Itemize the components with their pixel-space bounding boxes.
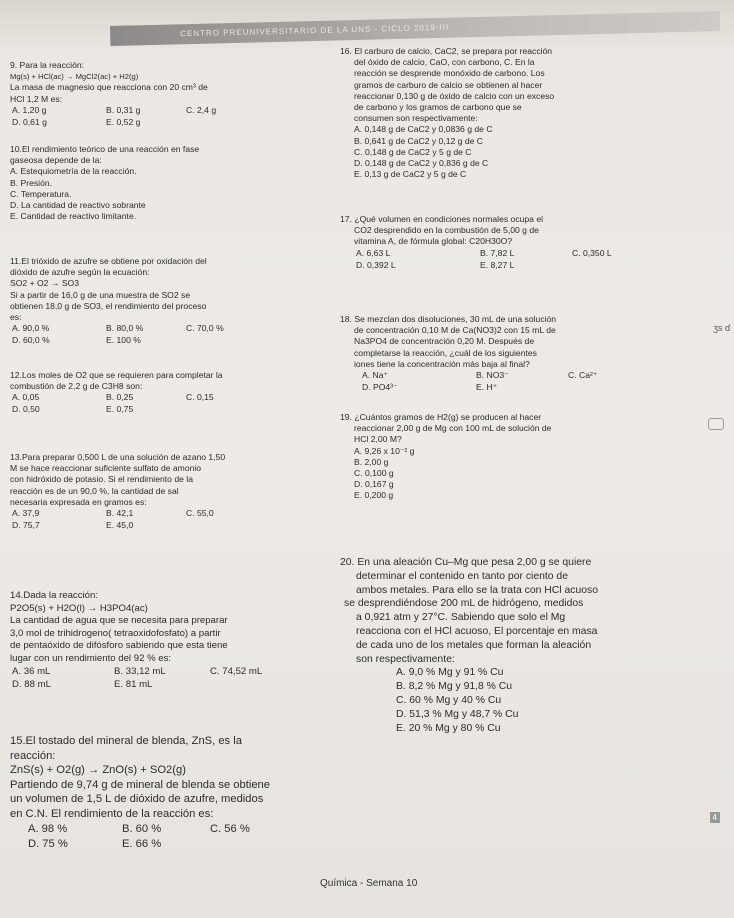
q15-option-b: B. 60 % bbox=[122, 822, 162, 835]
question-16 bbox=[340, 46, 640, 180]
q9-option-b: B. 0,31 g bbox=[106, 104, 141, 115]
q11-text: es: bbox=[10, 312, 22, 323]
q12-option-b: B. 0,25 bbox=[106, 392, 134, 403]
q18-option-e: E. H⁺ bbox=[476, 382, 498, 393]
q14-option-b: B. 33,12 mL bbox=[114, 665, 166, 677]
page-footer: Química - Semana 10 bbox=[320, 878, 418, 889]
q16-text: reaccionar 0,130 g de óxido de calcio con un exceso bbox=[354, 90, 555, 101]
q18-text: Na3PO4 de concentración 0,20 M. Después de bbox=[354, 336, 535, 347]
q19-option-d: D. 0,167 g bbox=[354, 479, 394, 490]
q19-option-b: B. 2,00 g bbox=[354, 456, 389, 467]
q20-text: son respectivamente: bbox=[356, 653, 455, 665]
q9-option-a: A. 1,20 g bbox=[12, 104, 47, 115]
q18-option-b: B. NO3⁻ bbox=[476, 370, 509, 381]
question-13 bbox=[10, 452, 330, 532]
question-18 bbox=[340, 314, 650, 394]
q11-text: obtienen 18,0 g de SO3, el rendimiento del proceso bbox=[10, 300, 207, 311]
q15-option-d: D. 75 % bbox=[28, 837, 68, 850]
q17-text: vitamina A, de fórmula global: C20H30O? bbox=[354, 236, 513, 247]
q18-text: iones tiene la concentración más baja al final? bbox=[354, 358, 530, 369]
q20-option-b: B. 8,2 % Mg y 91,8 % Cu bbox=[396, 681, 513, 693]
q16-text: reacción se desprende monóxido de carbono. Los bbox=[354, 68, 545, 79]
q11-text: Si a partir de 16,0 g de una muestra de SO2 se bbox=[10, 289, 191, 300]
q12-option-a: A. 0,05 bbox=[12, 392, 40, 403]
q9-option-e: E. 0,52 g bbox=[106, 116, 141, 127]
q10-text: gaseosa depende de la: bbox=[10, 155, 102, 166]
page-number-badge: 4 bbox=[710, 812, 720, 823]
q13-option-a: A. 37,9 bbox=[12, 508, 40, 519]
q15-option-a: A. 98 % bbox=[28, 822, 68, 835]
q16-text: 16. El carburo de calcio, CaC2, se prepara por reacción bbox=[340, 46, 553, 56]
q14-text: de pentaóxido de difósforo sabiendo que esta tiene bbox=[10, 640, 228, 652]
q10-option-d: D. La cantidad de reactivo sobrante bbox=[10, 200, 146, 211]
q18-option-a: A. Na⁺ bbox=[362, 370, 389, 381]
q10-option-a: A. Estequiometría de la reacción. bbox=[10, 166, 137, 177]
q14-text: lugar con un rendimiento del 92 % es: bbox=[10, 652, 172, 664]
header-text: CENTRO PREUNIVERSITARIO DE LA UNS - CICLO 2019-III bbox=[180, 22, 450, 39]
q13-text: reacción es de un 90,0 %, la cantidad de sal bbox=[10, 485, 179, 496]
question-17 bbox=[340, 214, 640, 272]
q20-text: de cada uno de los metales que forman la aleación bbox=[356, 639, 592, 651]
q13-text: 13.Para preparar 0,500 L de una solución de azano 1,50 bbox=[10, 452, 226, 462]
q9-text: HCl 1,2 M es: bbox=[10, 93, 63, 104]
q18-option-d: D. PO4³⁻ bbox=[362, 382, 398, 393]
q11-option-c: C. 70,0 % bbox=[186, 323, 224, 334]
q14-text: La cantidad de agua que se necesita para preparar bbox=[10, 615, 228, 627]
q19-option-e: E. 0,200 g bbox=[354, 490, 394, 501]
question-10 bbox=[10, 144, 320, 222]
q14-option-c: C. 74,52 mL bbox=[210, 665, 263, 677]
q18-option-c: C. Ca²⁺ bbox=[568, 370, 598, 381]
q9-option-d: D. 0,61 g bbox=[12, 116, 47, 127]
q9-option-c: C. 2,4 g bbox=[186, 104, 217, 115]
q9-equation: Mg(s) + HCl(ac) → MgCl2(ac) + H2(g) bbox=[10, 72, 139, 82]
q20-option-c: C. 60 % Mg y 40 % Cu bbox=[396, 694, 502, 706]
q13-text: M se hace reaccionar suficiente sulfato de amonio bbox=[10, 463, 202, 474]
question-12 bbox=[10, 370, 325, 416]
q14-equation: P2O5(s) + H2O(l) → H3PO4(ac) bbox=[10, 602, 148, 614]
question-11 bbox=[10, 256, 325, 347]
question-20 bbox=[340, 556, 680, 735]
q11-text: dióxido de azufre según la ecuación: bbox=[10, 267, 150, 278]
q19-text: reaccionar 2,00 g de Mg con 100 mL de solución de bbox=[354, 423, 552, 434]
q16-option-d: D. 0,148 g de CaC2 y 0,836 g de C bbox=[354, 158, 489, 169]
q20-text: determinar el contenido en tanto por ciento de bbox=[356, 570, 568, 582]
q19-option-c: C. 0,100 g bbox=[354, 468, 394, 479]
q10-option-b: B. Presión. bbox=[10, 177, 53, 188]
pen-mark bbox=[708, 418, 724, 430]
q16-text: consumen son respectivamente: bbox=[354, 113, 478, 124]
q19-option-a: A. 9,26 x 10⁻² g bbox=[354, 445, 415, 456]
q17-text: CO2 desprendido en la combustión de 5,00 g de bbox=[354, 225, 539, 236]
q17-option-e: E. 8,27 L bbox=[480, 259, 515, 270]
q13-option-c: C. 55,0 bbox=[186, 508, 214, 519]
q16-text: gramos de carburo de calcio se obtienen al hacer bbox=[354, 79, 543, 90]
q15-text: Partiendo de 9,74 g de mineral de blenda se obtiene bbox=[10, 778, 270, 791]
q15-text: 15.El tostado del mineral de blenda, ZnS, es la bbox=[10, 735, 242, 747]
q12-option-c: C. 0,15 bbox=[186, 392, 214, 403]
q18-text: de concentración 0,10 M de Ca(NO3)2 con 15 mL de bbox=[354, 325, 556, 336]
q18-text: 18. Se mezclan dos disoluciones, 30 mL de una solución bbox=[340, 314, 557, 324]
q9-text: La masa de magnesio que reacciona con 20 cm³ de bbox=[10, 82, 208, 93]
handwritten-mark: ʒs ɗ bbox=[713, 323, 730, 333]
q9-title: 9. Para la reacción: bbox=[10, 60, 85, 70]
q18-text: completarse la reacción, ¿cuál de los siguientes bbox=[354, 347, 537, 358]
q17-option-d: D. 0,392 L bbox=[356, 259, 396, 270]
q20-text: a 0,921 atm y 27°C. Sabiendo que solo el Mg bbox=[356, 612, 566, 624]
q17-option-c: C. 0,350 L bbox=[572, 247, 612, 258]
q19-text: 19. ¿Cuántos gramos de H2(g) se producen al hacer bbox=[340, 412, 542, 422]
q17-option-b: B. 7,82 L bbox=[480, 247, 515, 258]
q11-option-b: B. 80,0 % bbox=[106, 323, 144, 334]
q12-option-e: E. 0,75 bbox=[106, 404, 134, 415]
q11-equation: SO2 + O2 → SO3 bbox=[10, 278, 80, 289]
q13-text: necesaria expresada en gramos es: bbox=[10, 496, 147, 507]
q11-option-a: A. 90,0 % bbox=[12, 323, 50, 334]
q12-text: 12.Los moles de O2 que se requieren para completar la bbox=[10, 370, 223, 380]
question-14 bbox=[10, 590, 330, 692]
question-19 bbox=[340, 412, 650, 502]
q15-option-c: C. 56 % bbox=[210, 822, 250, 835]
q13-option-e: E. 45,0 bbox=[106, 520, 134, 531]
q17-option-a: A. 6,63 L bbox=[356, 247, 391, 258]
q15-option-e: E. 66 % bbox=[122, 837, 162, 850]
q10-option-c: C. Temperatura. bbox=[10, 188, 72, 199]
q20-text: 20. En una aleación Cu–Mg que pesa 2,00 g se quiere bbox=[340, 557, 592, 568]
q20-text: reacciona con el HCl acuoso, El porcentaje en masa bbox=[356, 625, 598, 637]
q14-text: 3,0 mol de trihidrogeno( tetraoxidofosfato) a partir bbox=[10, 627, 221, 639]
q17-text: 17. ¿Qué volumen en condiciones normales ocupa el bbox=[340, 214, 544, 224]
q11-text: 11.El trióxido de azufre se obtiene por oxidación del bbox=[10, 256, 207, 266]
q20-option-d: D. 51,3 % Mg y 48,7 % Cu bbox=[396, 708, 519, 720]
q16-text: de carbono y los gramos de carbono que se bbox=[354, 102, 522, 113]
q20-option-e: E. 20 % Mg y 80 % Cu bbox=[396, 722, 501, 734]
q15-text: en C.N. El rendimiento de la reacción es: bbox=[10, 807, 214, 820]
q13-option-b: B. 42,1 bbox=[106, 508, 134, 519]
q14-option-d: D. 88 mL bbox=[12, 678, 51, 690]
q16-option-b: B. 0,641 g de CaC2 y 0,12 g de C bbox=[354, 135, 483, 146]
q16-option-e: E. 0,13 g de CaC2 y 5 g de C bbox=[354, 169, 467, 180]
q14-option-e: E. 81 mL bbox=[114, 678, 153, 690]
question-15 bbox=[10, 734, 340, 852]
q15-text: un volumen de 1,5 L de dióxido de azufre, medidos bbox=[10, 793, 264, 806]
q10-option-e: E. Cantidad de reactivo limitante. bbox=[10, 211, 137, 222]
q15-equation: ZnS(s) + O2(g) → ZnO(s) + SO2(g) bbox=[10, 764, 186, 777]
q16-text: del óxido de calcio, CaO, con carbono, C. En la bbox=[354, 57, 535, 68]
q20-text: se desprendiéndose 200 mL de hidrógeno, medidos bbox=[344, 598, 584, 610]
q20-text: ambos metales. Para ello se la trata con HCl acuoso bbox=[356, 584, 598, 596]
q16-option-c: C. 0,148 g de CaC2 y 5 g de C bbox=[354, 146, 472, 157]
q11-option-d: D. 60,0 % bbox=[12, 335, 50, 346]
q14-option-a: A. 36 mL bbox=[12, 665, 51, 677]
q10-text: 10.El rendimiento teórico de una reacción en fase bbox=[10, 144, 200, 154]
q13-text: con hidróxido de potasio. Si el rendimiento de la bbox=[10, 474, 193, 485]
q12-text: combustión de 2,2 g de C3H8 son: bbox=[10, 381, 143, 392]
q15-text: reacción: bbox=[10, 749, 56, 762]
q16-option-a: A. 0,148 g de CaC2 y 0,0836 g de C bbox=[354, 124, 493, 135]
q13-option-d: D. 75,7 bbox=[12, 520, 40, 531]
q20-option-a: A. 9,0 % Mg y 91 % Cu bbox=[396, 667, 504, 679]
q12-option-d: D. 0,50 bbox=[12, 404, 40, 415]
q19-text: HCl 2,00 M? bbox=[354, 434, 402, 445]
question-9 bbox=[10, 60, 320, 129]
q14-title: 14.Dada la reacción: bbox=[10, 590, 98, 601]
q11-option-e: E. 100 % bbox=[106, 335, 141, 346]
